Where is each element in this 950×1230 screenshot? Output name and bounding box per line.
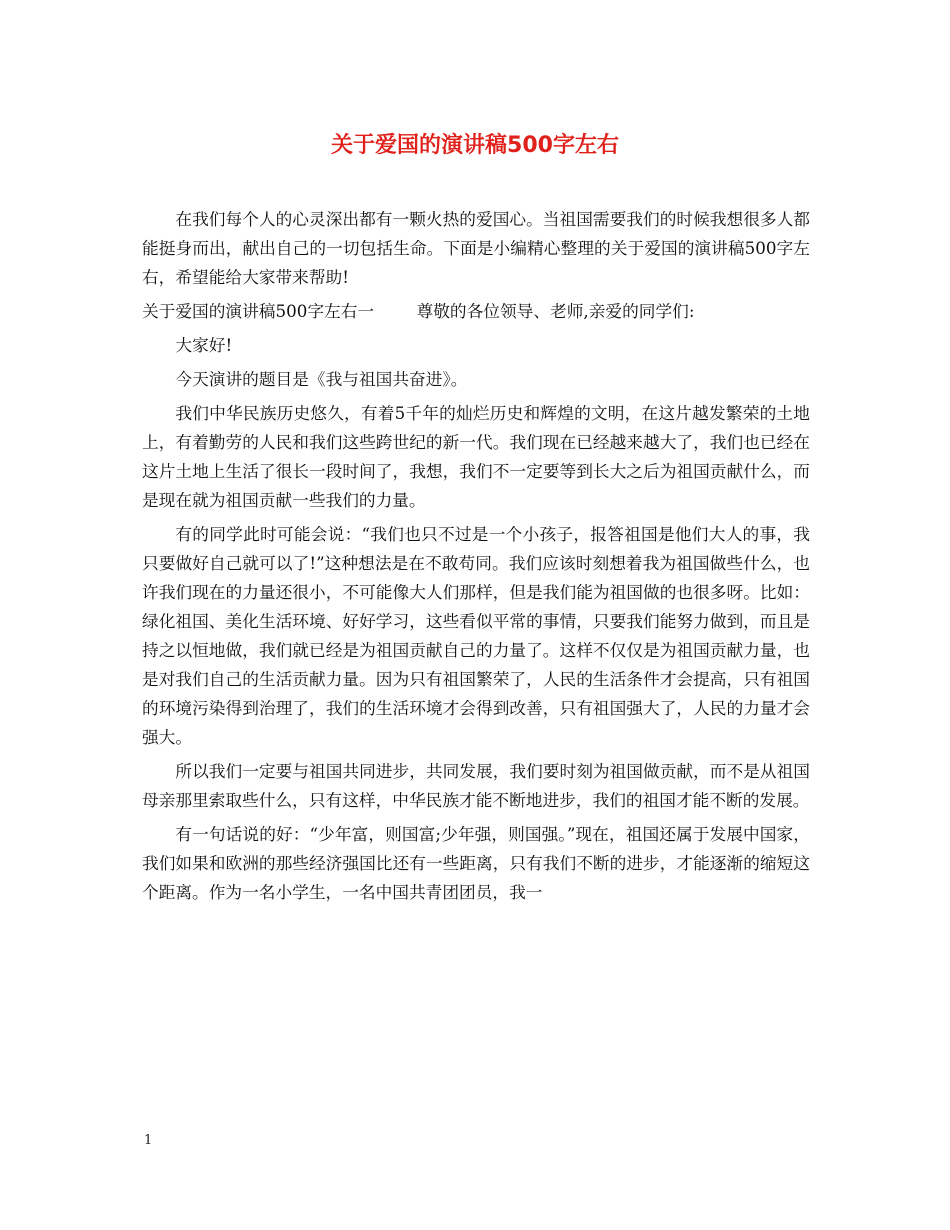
- salutation: 尊敬的各位领导、老师,亲爱的同学们:: [416, 301, 695, 321]
- greeting-paragraph: 大家好!: [175, 335, 233, 355]
- body-paragraph-contribution: 有的同学此时可能会说：“我们也只不过是一个小孩子，报答祖国是他们大人的事，我只要做好自己就可以了!”这种想法是在不敢苟同。我们应该时刻想着我为祖国做些什么，也许我们现在的力量还很小，不可能像大人们那样，但是我们能为祖国做的也很多呀。比如：绿化祖国、美化生活环境、好好学习，这些看似平常的事情，只要我们能努力做到，而且是持之以恒地做，我们就已经是为祖国贡献自己的力量了。这样不仅仅是为祖国贡献力量，也是对我们自己的生活贡献力量。因为只有祖国繁荣了，人民的生活条件才会提高，只有祖国的环境污染得到治理了，我们的生活环境才会得到改善，只有祖国强大了，人民的力量才会强大。: [142, 524, 810, 747]
- body-paragraph-progress: 所以我们一定要与祖国共同进步，共同发展，我们要时刻为祖国做贡献，而不是从祖国母亲那里索取些什么，只有这样，中华民族才能不断地进步，我们的祖国才能不断的发展。: [142, 761, 810, 810]
- section-heading-line: [142, 297, 810, 326]
- document-title: 关于爱国的演讲稿500字左右: [331, 133, 619, 158]
- intro-paragraph: 在我们每个人的心灵深出都有一颗火热的爱国心。当祖国需要我们的时候我想很多人都能挺身而出，献出自己的一切包括生命。下面是小编精心整理的关于爱国的演讲稿500字左右，希望能给大家带来帮助!: [142, 209, 810, 287]
- section-heading: 关于爱国的演讲稿500字左右一: [142, 301, 375, 321]
- document-body: [142, 205, 810, 912]
- body-paragraph-history: 我们中华民族历史悠久，有着5千年的灿烂历史和辉煌的文明，在这片越发繁荣的土地上，有着勤劳的人民和我们这些跨世纪的新一代。我们现在已经越来越大了，我们也已经在这片土地上生活了很长一段时间了，我想，我们不一定要等到长大之后为祖国贡献什么，而是现在就为祖国贡献一些我们的力量。: [142, 403, 810, 510]
- body-paragraph-youth: 有一句话说的好：“少年富，则国富;少年强，则国强。”现在，祖国还属于发展中国家，我们如果和欧洲的那些经济强国比还有一些距离，只有我们不断的进步，才能逐渐的缩短这个距离。作为一名小学生，一名中国共青团团员，我一: [142, 824, 810, 902]
- page-number: 1: [144, 1133, 153, 1148]
- topic-paragraph: 今天演讲的题目是《我与祖国共奋进》。: [175, 369, 468, 389]
